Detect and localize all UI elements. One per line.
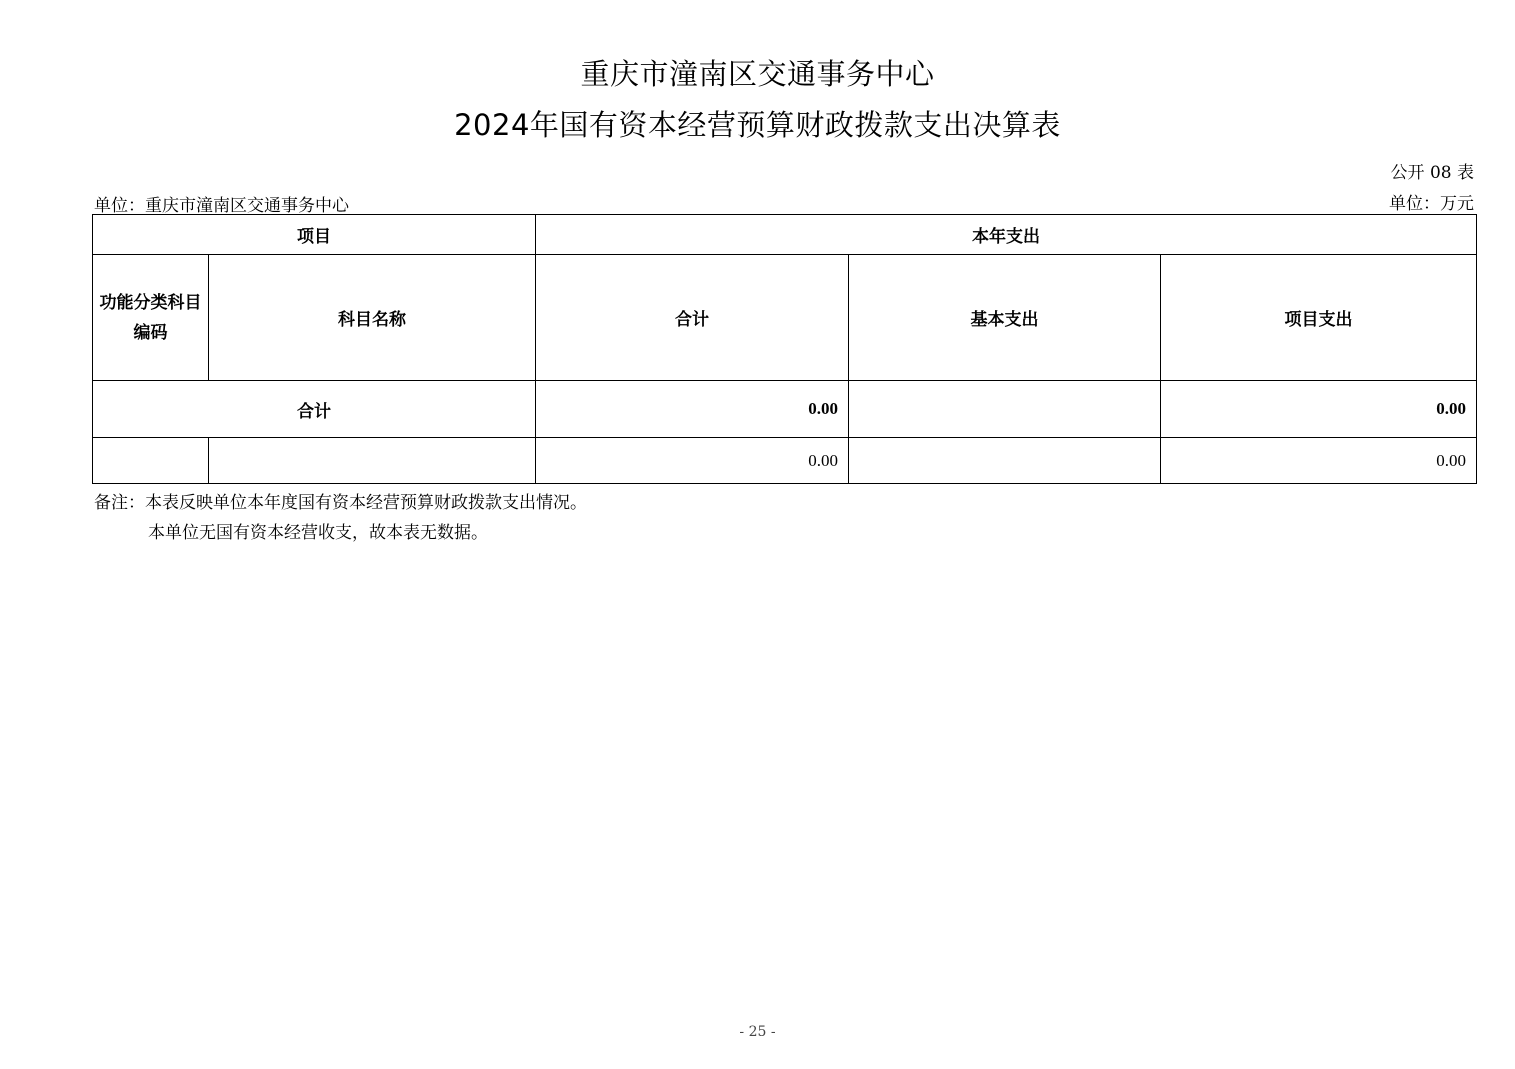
page-number: - 25 -: [739, 1024, 776, 1040]
table-header-row-2: [93, 255, 1477, 381]
table-row: [93, 438, 1477, 484]
form-number: 公开 08 表: [1390, 163, 1474, 183]
total-row-project: 0.00: [1161, 381, 1477, 438]
note-line-2: 本单位无国有资本经营收支，故本表无数据。: [148, 523, 488, 543]
row-name: [209, 438, 536, 484]
row-basic: [849, 438, 1161, 484]
header-subject-name: 科目名称: [209, 255, 536, 381]
document-title-org: 重庆市潼南区交通事务中心: [580, 57, 935, 91]
reporting-unit: 单位：重庆市潼南区交通事务中心: [94, 196, 349, 216]
note-line-1: 备注：本表反映单位本年度国有资本经营预算财政拨款支出情况。: [94, 493, 587, 513]
header-item: 项目: [93, 215, 536, 255]
total-row-total: 0.00: [536, 381, 849, 438]
total-row-basic: [849, 381, 1161, 438]
row-total: 0.00: [536, 438, 849, 484]
header-basic-expenditure: 基本支出: [849, 255, 1161, 381]
row-code: [93, 438, 209, 484]
currency-unit: 单位：万元: [1389, 194, 1474, 214]
header-total: 合计: [536, 255, 849, 381]
table-header-row-1: [93, 215, 1477, 255]
row-project: 0.00: [1161, 438, 1477, 484]
header-project-expenditure: 项目支出: [1161, 255, 1477, 381]
header-function-code: 功能分类科目编码: [93, 255, 209, 381]
document-title-report: 2024年国有资本经营预算财政拨款支出决算表: [454, 108, 1061, 142]
header-current-year-expenditure: 本年支出: [536, 215, 1477, 255]
expenditure-table: [92, 214, 1477, 484]
total-row: [93, 381, 1477, 438]
total-row-label: 合计: [93, 381, 536, 438]
